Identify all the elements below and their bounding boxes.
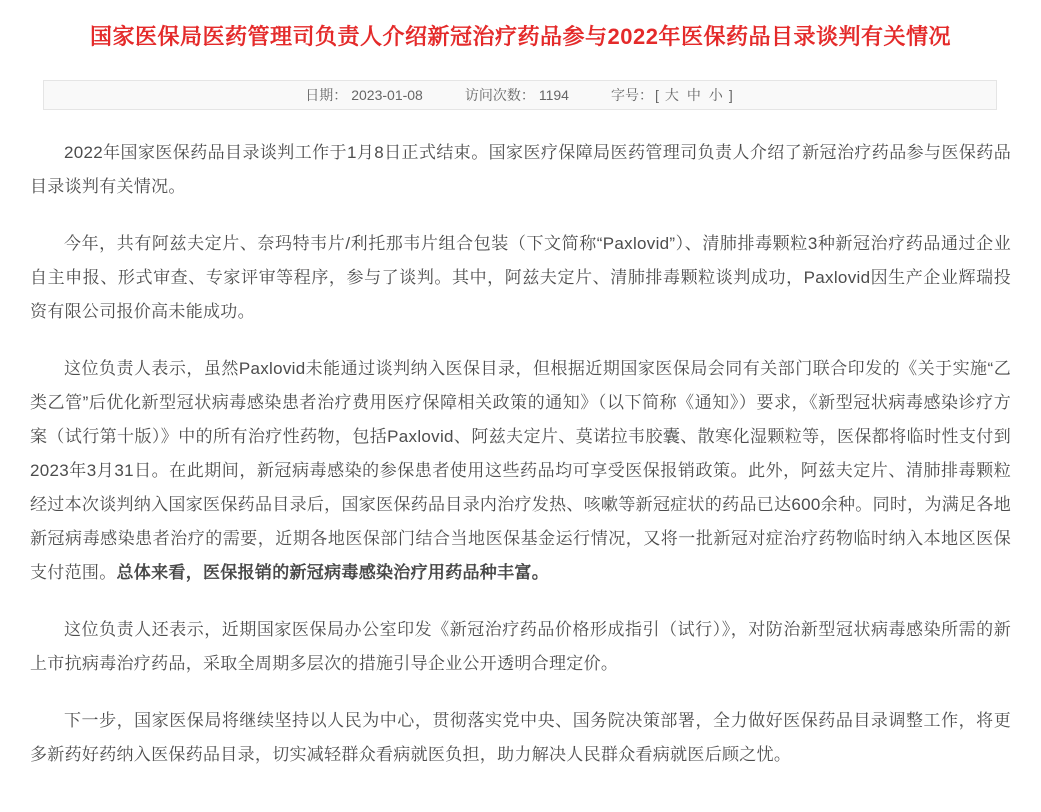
fontsize-bracket-close: ] <box>728 86 733 103</box>
visits-label: 访问次数： <box>464 86 535 103</box>
visits-count: 1194 <box>538 86 569 103</box>
article-body <box>30 136 1011 772</box>
article-paragraph <box>30 136 1011 204</box>
article-title: 国家医保局医药管理司负责人介绍新冠治疗药品参与2022年医保药品目录谈判有关情况 <box>90 24 951 49</box>
fontsize-option-small[interactable]: 小 <box>708 86 723 103</box>
fontsize-option-medium[interactable]: 中 <box>686 86 701 103</box>
paragraph-text: 这位负责人表示，虽然Paxlovid未能通过谈判纳入医保目录，但根据近期国家医保局会同有关部门联合印发的《关于实施“乙类乙管”后优化新型冠状病毒感染患者治疗费用医疗保障相关政策的通知》（以下简称《通知》）要求，《新型冠状病毒感染诊疗方案（试行第十版）》中的所有治疗性药物，包括Paxlovid、阿兹夫定片、莫诺拉韦胶囊、散寒化湿颗粒等，医保都将临时性支付到2023年3月31日。在此期间，新冠病毒感染的参保患者使用这些药品均可享受医保报销政策。此外，阿兹夫定片、清肺排毒颗粒经过本次谈判纳入国家医保药品目录后，国家医保药品目录内治疗发热、咳嗽等新冠症状的药品已达600余种。同时，为满足各地新冠病毒感染患者治疗的需要，近期各地医保部门结合当地医保基金运行情况，又将一批新冠对症治疗药物临时纳入本地区医保支付范围。 <box>30 358 1011 582</box>
paragraph-text: 这位负责人还表示，近期国家医保局办公室印发《新冠治疗药品价格形成指引（试行）》，对防治新型冠状病毒感染所需的新上市抗病毒治疗药品，采取全周期多层次的措施引导企业公开透明合理定价。 <box>30 619 1011 673</box>
fontsize-bracket-open: [ <box>654 86 659 103</box>
meta-bar <box>43 80 997 110</box>
article-paragraph <box>30 352 1011 590</box>
paragraph-text: 下一步，国家医保局将继续坚持以人民为中心，贯彻落实党中央、国务院决策部署，全力做好医保药品目录调整工作，将更多新药好药纳入医保药品目录，切实减轻群众看病就医负担，助力解决人民群众看病就医后顾之忧。 <box>30 710 1011 764</box>
fontsize-label: 字号： <box>610 86 653 103</box>
article-paragraph <box>30 613 1011 681</box>
paragraph-text: 2022年国家医保药品目录谈判工作于1月8日正式结束。国家医疗保障局医药管理司负责人介绍了新冠治疗药品参与医保药品目录谈判有关情况。 <box>30 142 1011 196</box>
paragraph-text: 今年，共有阿兹夫定片、奈玛特韦片/利托那韦片组合包装（下文简称“Paxlovid”）、清肺排毒颗粒3种新冠治疗药品通过企业自主申报、形式审查、专家评审等程序，参与了谈判。其中，阿兹夫定片、清肺排毒颗粒谈判成功，Paxlovid因生产企业辉瑞投资有限公司报价高未能成功。 <box>30 233 1011 321</box>
article-paragraph <box>30 704 1011 772</box>
article-paragraph <box>30 227 1011 329</box>
meta-visits <box>465 85 569 105</box>
date-value: 2023-01-08 <box>351 86 423 103</box>
meta-fontsize <box>611 85 735 105</box>
fontsize-option-large[interactable]: 大 <box>664 86 679 103</box>
paragraph-text-bold: 总体来看，医保报销的新冠病毒感染治疗用药品种丰富。 <box>116 562 549 582</box>
date-label: 日期： <box>305 86 348 103</box>
meta-date <box>305 85 423 105</box>
